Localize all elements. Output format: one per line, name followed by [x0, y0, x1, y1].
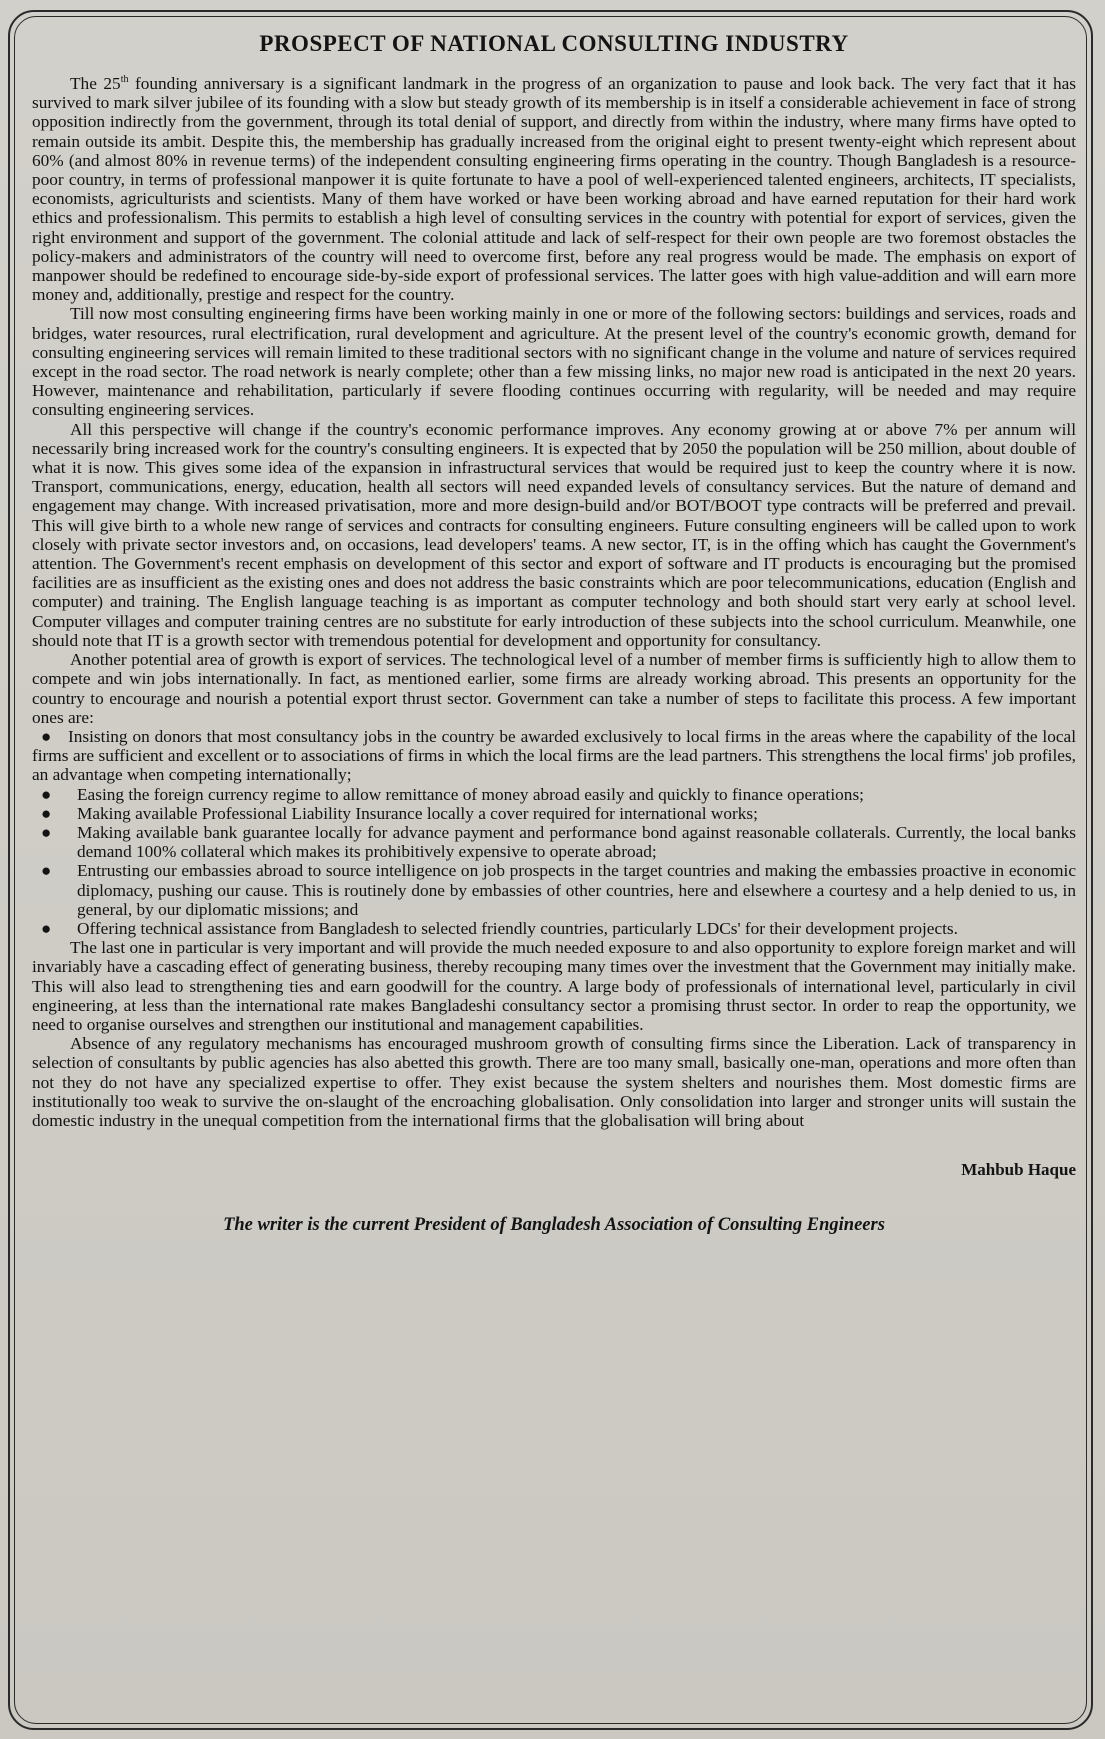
list-item-text: Making available bank guarantee locally for advance payment and performance bond against reasonable collaterals. Currently, the local banks demand 100% collateral which makes its prohibitively expensive to operate abroad; [77, 822, 1076, 862]
bullet-icon: ● [41, 822, 52, 842]
bullet-icon: ● [41, 784, 52, 804]
article-title: PROSPECT OF NATIONAL CONSULTING INDUSTRY [259, 31, 849, 56]
list-item-text: Offering technical assistance from Bangladesh to selected friendly countries, particularly LDCs' for their development projects. [77, 918, 958, 938]
paragraph-2: Till now most consulting engineering firms have been working mainly in one or more of the following sectors: buildings and services, roads and bridges, water resources, rural electrification, rural development and agriculture. At the present level of the country's economic growth, demand for consulting engineering services will remain limited to these traditional sectors with no significant change in the volume and nature of services required except in the road sector. The road network is nearly complete; other than a few missing links, no major new road is anticipated in the next 20 years. However, maintenance and rehabilitation, particularly if severe flooding continues occurring with regularity, will be needed and may require consulting engineering services. [32, 304, 1076, 420]
list-item-text: Easing the foreign currency regime to allow remittance of money abroad easily and quickly to finance operations; [77, 784, 864, 804]
list-item [32, 861, 1076, 919]
article [32, 30, 1076, 1236]
list-item [32, 785, 1076, 804]
list-item-text: Insisting on donors that most consultancy jobs in the country be awarded exclusively to local firms in the areas where the capability of the local firms are sufficient and excellent or to associations of firms in which the local firms are the lead partners. This strengthens the local firms' job profiles, an advantage when competing internationally; [32, 726, 1076, 785]
bullet-icon: ● [41, 918, 52, 938]
ordinal-suffix: th [120, 74, 129, 86]
bullet-icon: ● [41, 861, 52, 881]
paragraph-6: Absence of any regulatory mechanisms has encouraged mushroom growth of consulting firms since the Liberation. Lack of transparency in selection of consultants by public agencies has also abetted this growth. There are too many small, basically one-man, operations and more often than not they do not have any specialized expertise to offer. They exist because the system shelters and nourishes them. Most domestic firms are institutionally too weak to survive the on-slaught of the encroaching globalisation. Only consolidation into larger and stronger units will sustain the domestic industry in the unequal competition from the international firms that the globalisation will bring about [32, 1034, 1076, 1130]
author-credit: The writer is the current President of Bangladesh Association of Consulting Engineers [223, 1215, 885, 1236]
list-item-text: Entrusting our embassies abroad to source intelligence on job prospects in the target countries and making the embassies proactive in economic diplomacy, pushing our cause. This is routinely done by embassies of other countries, here and elsewhere a courtesy and a help denied to us, in general, by our diplomatic missions; and [77, 861, 1076, 919]
steps-list [32, 727, 1076, 938]
paragraph-5: The last one in particular is very important and will provide the much needed exposure to and also opportunity to explore foreign market and will invariably have a cascading effect of generating business, thereby recouping many times over the investment that the Government may initially make. This will also lead to strengthening ties and earn goodwill for the country. A large body of professionals of international level, particularly in civil engineering, at less than the international rate makes Bangladeshi consultancy sector a promising thrust sector. In order to reap the opportunity, we need to organise ourselves and strengthen our institutional and management capabilities. [32, 938, 1076, 1034]
list-item-text: Making available Professional Liability Insurance locally a cover required for international works; [77, 803, 758, 823]
paragraph-1-start: The 25 [70, 74, 121, 93]
paragraph-1 [32, 74, 1076, 304]
bullet-icon: ● [41, 803, 52, 823]
list-item [32, 919, 1076, 938]
article-body [32, 74, 1076, 1130]
paragraph-3: All this perspective will change if the country's economic performance improves. Any economy growing at or above 7% per annum will necessarily bring increased work for the country's consulting engineers. It is expected that by 2050 the population will be 250 million, about double of what it is now. This gives some idea of the expansion in infrastructural services that would be required just to keep the country where it is now. Transport, communications, energy, education, health all sectors will need expanded levels of consultancy services. But the nature of demand and engagement may change. With increased privatisation, more and more design-build and/or BOT/BOOT type contracts will be preferred and prevail. This will give birth to a whole new range of services and contracts for consulting engineers. Future consulting engineers will be called upon to work closely with private sector investors and, on occasions, lead developers' teams. A new sector, IT, is in the offing which has caught the Government's attention. The Government's recent emphasis on development of this sector and export of software and IT products is encouraging but the promised facilities are as insufficient as the existing ones and does not address the basic constraints which are poor telecommunications, education (English and computer) and training. The English language teaching is as important as computer technology and both should start very early at school level. Computer villages and computer training centres are no substitute for early introduction of these subjects into the school curriculum. Meanwhile, one should note that IT is a growth sector with tremendous potential for development and opportunity for consultancy. [32, 419, 1076, 650]
list-item [32, 727, 1076, 785]
list-item [32, 804, 1076, 823]
paragraph-4: Another potential area of growth is export of services. The technological level of a number of member firms is sufficiently high to allow them to compete and win jobs internationally. In fact, as mentioned earlier, some firms are already working abroad. This presents an opportunity for the country to encourage and nourish a potential export thrust sector. Government can take a number of steps to facilitate this process. A few important ones are: [32, 650, 1076, 727]
paragraph-1-rest: founding anniversary is a significant landmark in the progress of an organization to pause and look back. The very fact that it has survived to mark silver jubilee of its founding with a slow but steady growth of its membership is in itself a considerable achievement in face of strong opposition indirectly from the government, through its total denial of support, and directly from within the industry, where many firms have opted to remain outside its ambit. Despite this, the membership has gradually increased from the original eight to present twenty-eight which represent about 60% (and almost 80% in revenue terms) of the independent consulting engineering firms operating in the country. Though Bangladesh is a resource-poor country, in terms of professional manpower it is quite fortunate to have a pool of well-experienced talented engineers, architects, IT specialists, economists, agriculturists and scientists. Many of them have worked or have been working abroad and have earned reputation for their hard work ethics and professionalism. This permits to establish a high level of consulting services in the country with potential for export of services, given the right environment and support of the government. The colonial attitude and lack of self-respect for their own people are two foremost obstacles the policy-makers and administrators of the country will need to overcome first, before any real progress would be made. The emphasis on export of manpower should be redefined to encourage side-by-side export of professional services. The latter goes with high value-addition and will earn more money and, additionally, prestige and respect for the country. [32, 74, 1076, 305]
bullet-icon: ● [41, 726, 52, 746]
author-signature: Mahbub Haque [961, 1160, 1076, 1180]
list-item [32, 823, 1076, 861]
